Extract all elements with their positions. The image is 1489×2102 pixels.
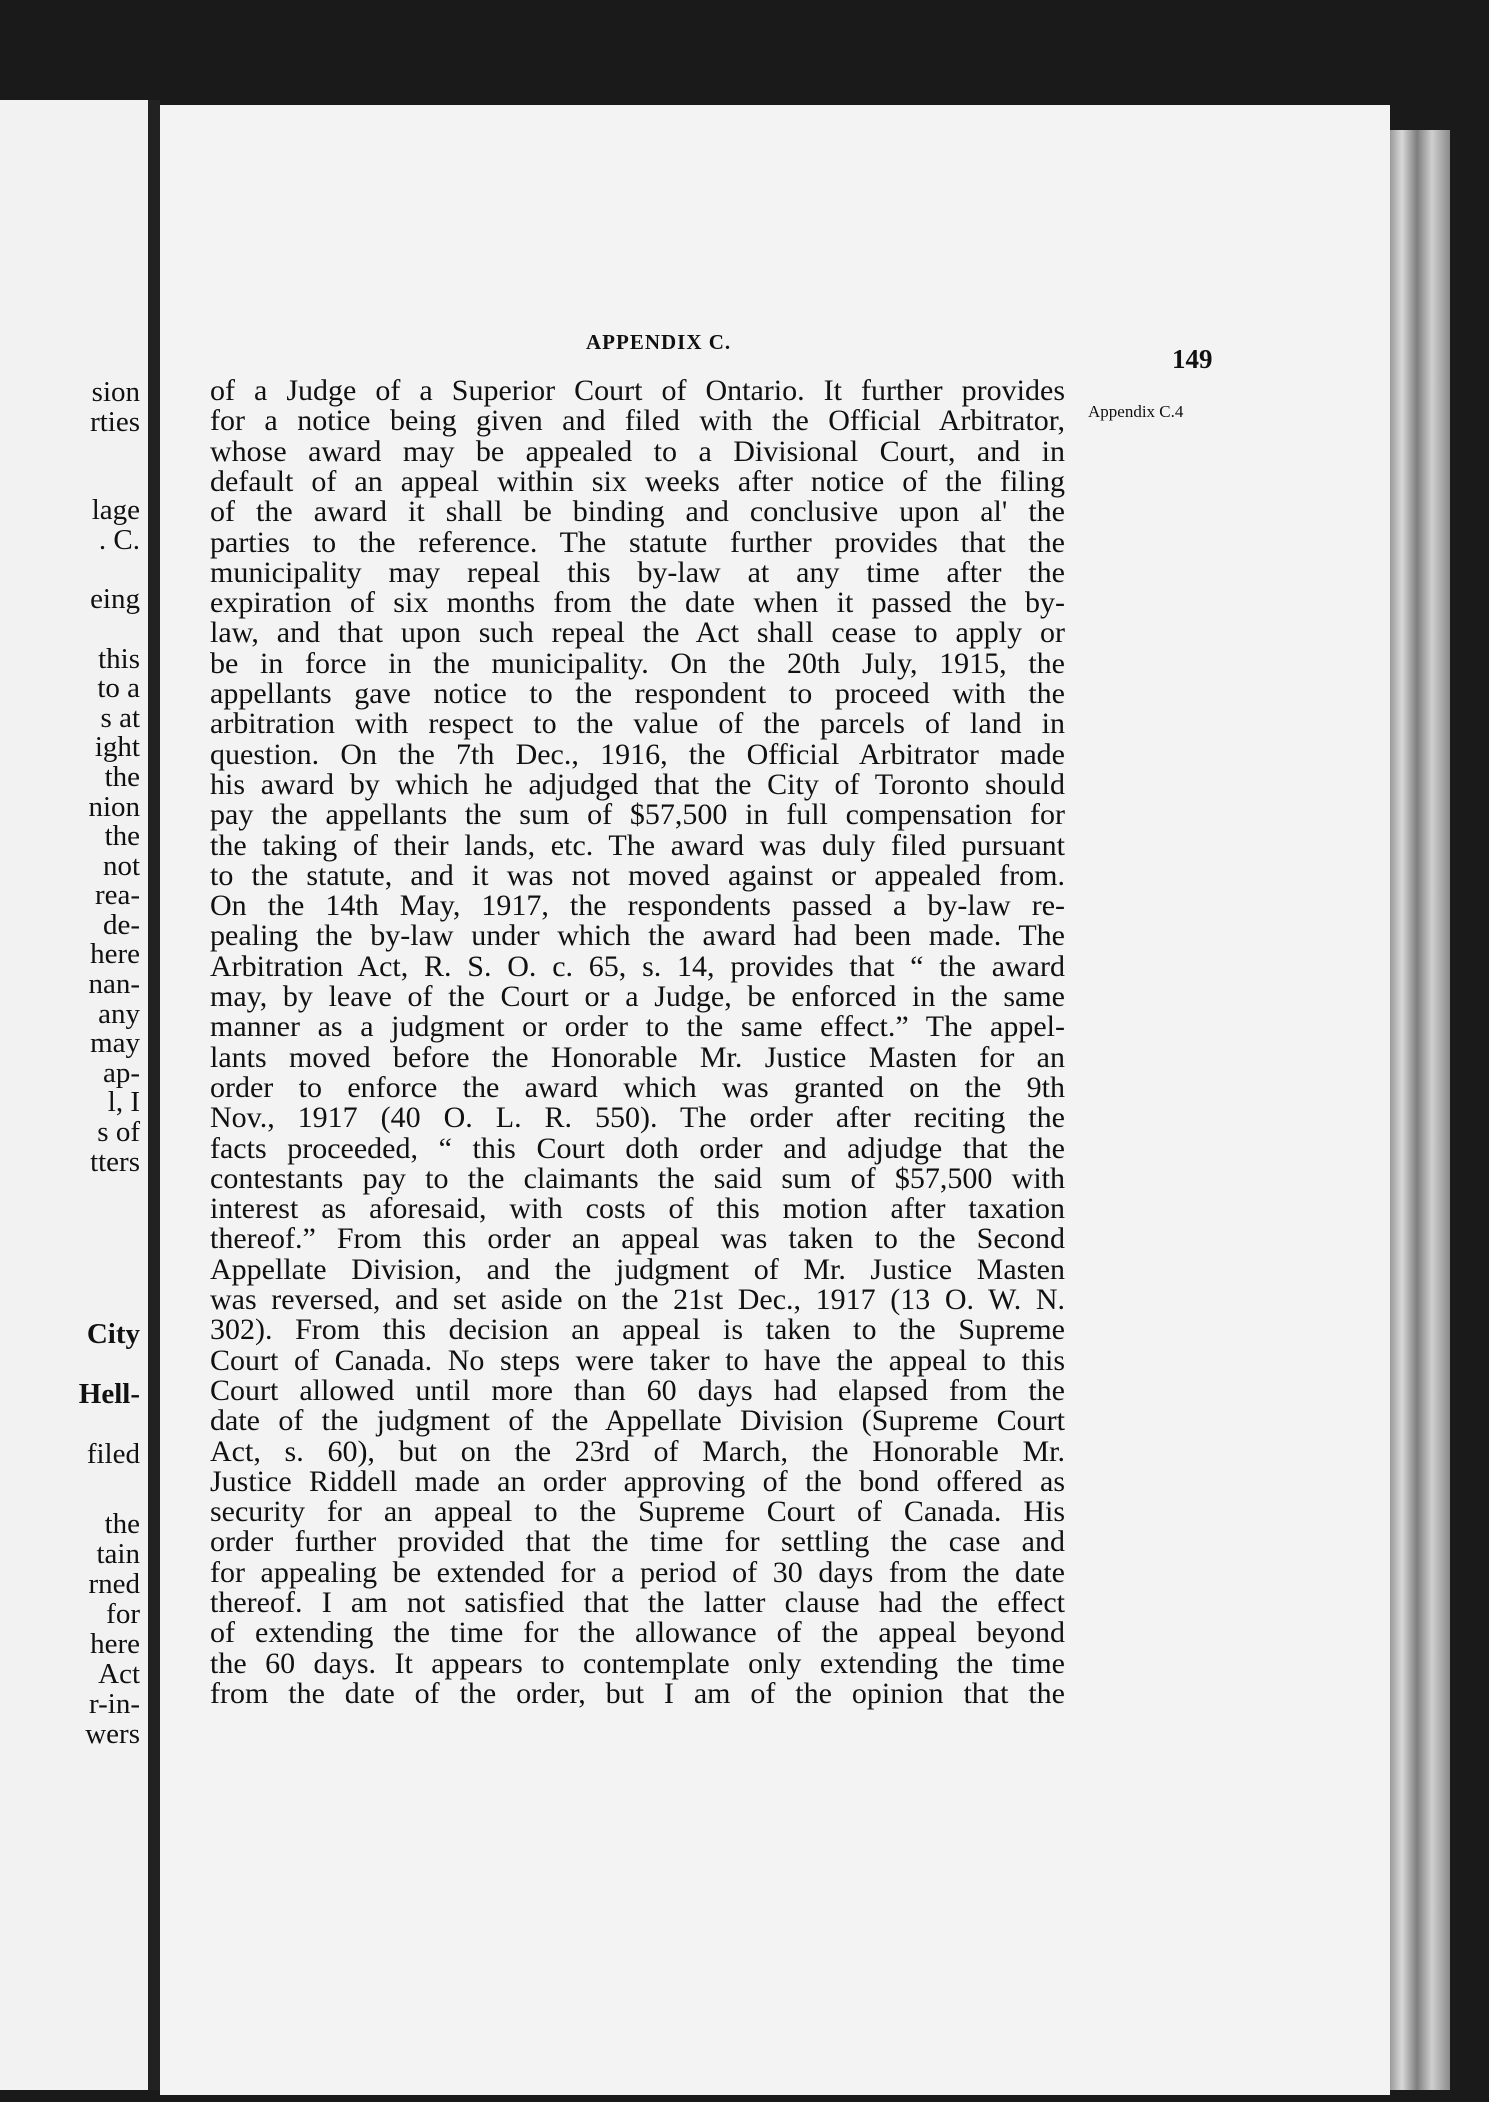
text-line: law, and that upon such repeal the Act shall cease to apply or	[210, 616, 1065, 650]
text-line: order further provided that the time for settling the case and	[210, 1525, 1065, 1559]
previous-page-fragment: City	[86, 1318, 140, 1350]
previous-page-fragment: r-in-	[89, 1688, 140, 1720]
text-line: date of the judgment of the Appellate Division (Supreme Court	[210, 1404, 1065, 1438]
text-line: of a Judge of a Superior Court of Ontario. It further provides	[210, 374, 1065, 407]
previous-page-fragment: ap-	[102, 1057, 140, 1089]
text-line: Appellate Division, and the judgment of Mr. Justice Masten	[210, 1252, 1065, 1286]
text-line: of the award it shall be binding and conclusive upon al' the	[210, 495, 1065, 529]
text-line: the 60 days. It appears to contemplate only extending the time	[210, 1646, 1065, 1680]
previous-page-fragment: the	[104, 1508, 140, 1540]
text-line: may, by leave of the Court or a Judge, be enforced in the same	[210, 980, 1065, 1013]
text-line: thereof. I am not satisfied that the latter clause had the effect	[210, 1586, 1065, 1619]
text-line: for appealing be extended for a period of 30 days from the date	[210, 1555, 1065, 1589]
text-line: Court of Canada. No steps were taker to have the appeal to this	[210, 1343, 1065, 1377]
page-edge	[1390, 130, 1450, 2090]
previous-page-fragment: the	[104, 820, 140, 852]
previous-page-fragment: may	[90, 1027, 140, 1059]
previous-page-fragment: here	[90, 938, 140, 970]
previous-page-fragment: wers	[85, 1718, 140, 1750]
text-line: Court allowed until more than 60 days had elapsed from the	[210, 1373, 1065, 1407]
text-line: from the date of the order, but I am of the opinion that the	[210, 1676, 1065, 1710]
text-line: the taking of their lands, etc. The award was duly filed pursuant	[210, 828, 1065, 862]
page-number: 149	[1172, 344, 1213, 374]
text-line: contestants pay to the claimants the said sum of $57,500 with	[210, 1161, 1065, 1195]
text-line: arbitration with respect to the value of the parcels of land in	[210, 707, 1065, 741]
text-line: Justice Riddell made an order approving of the bond offered as	[210, 1464, 1065, 1498]
text-line: be in force in the municipality. On the 20th July, 1915, the	[210, 646, 1065, 680]
previous-page-fragment: not	[102, 850, 140, 882]
previous-page-fragment: tters	[90, 1146, 140, 1178]
previous-page-fragment: . C.	[98, 524, 140, 556]
previous-page-fragment: ight	[94, 731, 140, 763]
previous-page-fragment: Hell-	[78, 1378, 140, 1410]
previous-page-fragment: any	[98, 998, 140, 1030]
text-line: manner as a judgment or order to the same effect.” The appel-	[210, 1010, 1065, 1044]
previous-page-fragment: the	[104, 761, 140, 793]
text-line: lants moved before the Honorable Mr. Justice Masten for an	[210, 1040, 1065, 1074]
text-line: his award by which he adjudged that the City of Toronto should	[210, 767, 1065, 801]
previous-page-fragment: tain	[96, 1538, 140, 1570]
text-line: to the statute, and it was not moved against or appealed from.	[210, 858, 1065, 892]
text-line: Arbitration Act, R. S. O. c. 65, s. 14, provides that “ the award	[210, 949, 1065, 983]
text-line: interest as aforesaid, with costs of this motion after taxation	[210, 1192, 1065, 1226]
previous-page-fragment: nion	[88, 791, 140, 823]
previous-page-fragment: rties	[90, 406, 140, 438]
text-line: expiration of six months from the date when it passed the by-	[210, 586, 1065, 620]
previous-page-fragment: to a	[97, 672, 140, 704]
previous-page-fragment: lage	[91, 494, 140, 526]
previous-page-fragment: l, I	[107, 1086, 140, 1118]
text-line: Nov., 1917 (40 O. L. R. 550). The order after reciting the	[210, 1101, 1065, 1135]
text-line: appellants gave notice to the respondent to proceed with the	[210, 677, 1065, 710]
text-line: was reversed, and set aside on the 21st Dec., 1917 (13 O. W. N.	[210, 1283, 1065, 1316]
text-line: municipality may repeal this by-law at any time after the	[210, 555, 1065, 589]
previous-page-fragment: filed	[86, 1438, 140, 1470]
previous-page-fragment: rned	[88, 1568, 140, 1600]
previous-page-fragment: rea-	[94, 879, 140, 911]
previous-page-fragment: eing	[90, 583, 140, 615]
text-line: security for an appeal to the Supreme Court of Canada. His	[210, 1495, 1065, 1529]
text-line: facts proceeded, “ this Court doth order and adjudge that the	[210, 1131, 1065, 1165]
text-line: 302). From this decision an appeal is taken to the Supreme	[210, 1313, 1065, 1347]
text-line: question. On the 7th Dec., 1916, the Official Arbitrator made	[210, 737, 1065, 771]
previous-page-fragment: sion	[91, 376, 140, 408]
text-line: On the 14th May, 1917, the respondents passed a by-law re-	[210, 889, 1065, 923]
previous-page-fragment: s of	[97, 1116, 140, 1148]
text-line: of extending the time for the allowance of the appeal beyond	[210, 1616, 1065, 1650]
text-line: thereof.” From this order an appeal was taken to the Second	[210, 1222, 1065, 1256]
running-header: APPENDIX C.	[586, 330, 732, 354]
text-line: order to enforce the award which was granted on the 9th	[210, 1070, 1065, 1104]
text-line: pealing the by-law under which the award had been made. The	[210, 919, 1065, 953]
text-line: whose award may be appealed to a Divisional Court, and in	[210, 434, 1065, 468]
previous-page-fragment: nan-	[88, 968, 140, 1000]
previous-page-fragment: here	[90, 1628, 140, 1660]
previous-page-fragment: this	[98, 643, 140, 675]
text-line: for a notice being given and filed with the Official Arbitrator,	[210, 404, 1065, 438]
text-line: Act, s. 60), but on the 23rd of March, the Honorable Mr.	[210, 1434, 1065, 1468]
text-line: default of an appeal within six weeks after notice of the filing	[210, 464, 1065, 498]
book-gutter	[148, 100, 160, 2090]
text-line: pay the appellants the sum of $57,500 in full compensation for	[210, 798, 1065, 832]
previous-page-fragment: for	[106, 1598, 140, 1630]
previous-page-fragment: Act	[98, 1658, 140, 1690]
previous-page-fragment: de-	[102, 909, 140, 941]
previous-page-fragment: s at	[100, 702, 140, 734]
margin-note: Appendix C.4	[1088, 402, 1184, 421]
text-line: parties to the reference. The statute further provides that the	[210, 525, 1065, 559]
